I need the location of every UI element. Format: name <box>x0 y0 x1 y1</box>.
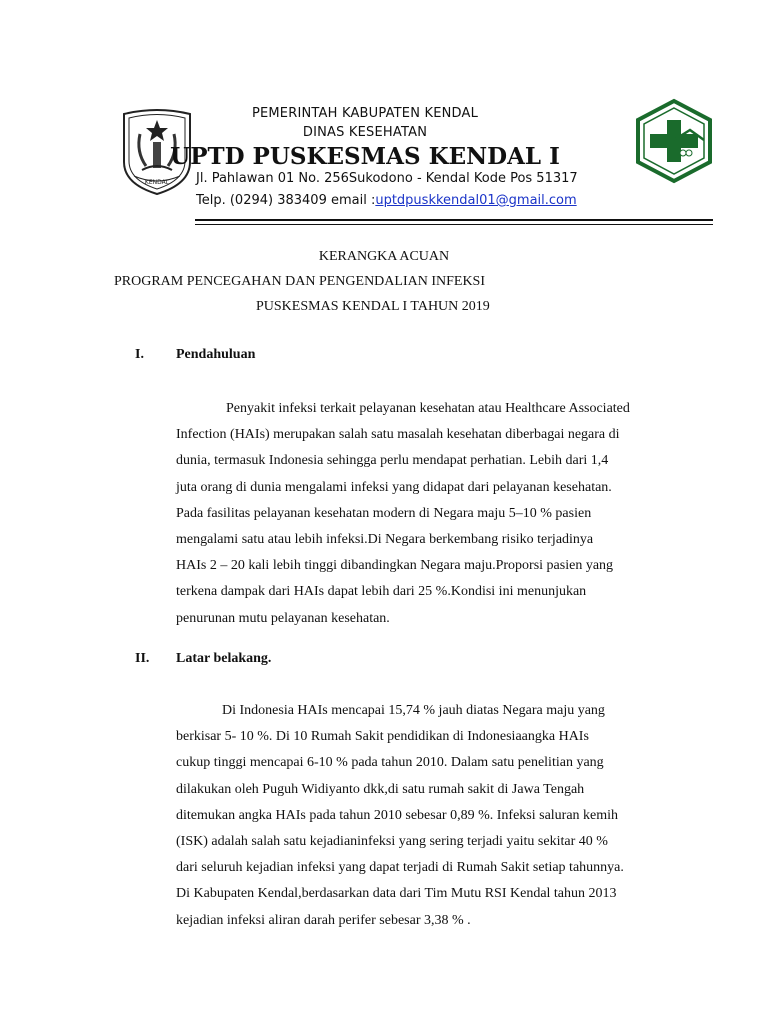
paragraph-line: dilakukan oleh Puguh Widiyanto dkk,di satu rumah sakit di Jawa Tengah <box>176 781 585 797</box>
letterhead-rule-thin <box>195 224 713 225</box>
paragraph-line: ditemukan angka HAIs pada tahun 2010 sebesar 0,89 %. Infeksi saluran kemih <box>176 807 619 823</box>
section-1-paragraph <box>176 396 676 632</box>
paragraph-line: juta orang di dunia mengalami infeksi yang didapat dari pelayanan kesehatan. <box>176 479 612 495</box>
paragraph-line: (ISK) adalah salah satu kejadianinfeksi yang sering terjadi yaitu sekitar 40 % <box>176 834 608 850</box>
paragraph-line: Infection (HAIs) merupakan salah satu masalah kesehatan diberbagai negara di <box>176 427 620 443</box>
section-2-heading: Latar belakang. <box>176 651 272 666</box>
contact-line <box>196 193 596 208</box>
paragraph-line: dunia, termasuk Indonesia sehingga perlu mendapat perhatian. Lebih dari 1,4 <box>176 453 609 469</box>
paragraph-line: kejadian infeksi aliran darah perifer sebesar 3,38 % . <box>176 912 471 928</box>
paragraph-line: cukup tinggi mencapai 6-10 % pada tahun 2010. Dalam satu penelitian yang <box>176 755 604 771</box>
program-subtitle: PUSKESMAS KENDAL I TAHUN 2019 <box>256 299 490 314</box>
section-1-number: I. <box>135 347 144 362</box>
paragraph-line: Di Kabupaten Kendal,berdasarkan data dari Tim Mutu RSI Kendal tahun 2013 <box>176 886 617 902</box>
paragraph-line: mengalami satu atau lebih infeksi.Di Negara berkembang risiko terjadinya <box>176 532 594 548</box>
paragraph-line: berkisar 5- 10 %. Di 10 Rumah Sakit pendidikan di Indonesiaangka HAIs <box>176 729 589 745</box>
paragraph-line: penurunan mutu pelayanan kesehatan. <box>176 610 390 626</box>
address-line: Jl. Pahlawan 01 No. 256Sukodono - Kendal Kode Pos 51317 <box>196 171 578 186</box>
section-2-number: II. <box>135 651 150 666</box>
paragraph-line: HAIs 2 – 20 kali lebih tinggi dibandingkan Negara maju.Proporsi pasien yang <box>176 558 614 574</box>
emblem-text: KENDAL <box>144 179 170 186</box>
organization-name: UPTD PUSKESMAS KENDAL I <box>170 143 560 170</box>
email-link[interactable]: uptdpuskkendal01@gmail.com <box>375 193 577 208</box>
section-1-heading: Pendahuluan <box>176 347 256 362</box>
phone-text: Telp. (0294) 383409 email : <box>196 193 376 208</box>
puskesmas-logo <box>634 98 714 184</box>
program-title: PROGRAM PENCEGAHAN DAN PENGENDALIAN INFEKSI <box>114 274 486 289</box>
paragraph-line: terkena dampak dari HAIs dapat lebih dari 25 %.Kondisi ini menunjukan <box>176 584 587 600</box>
section-2-paragraph <box>176 698 676 934</box>
government-name: PEMERINTAH KABUPATEN KENDAL <box>251 106 479 121</box>
paragraph-line: Di Indonesia HAIs mencapai 15,74 % jauh diatas Negara maju yang <box>222 703 605 718</box>
letterhead-rule-thick <box>195 219 713 221</box>
paragraph-line: dari seluruh kejadian infeksi yang dapat terjadi di Rumah Sakit setiap tahunnya. <box>176 860 624 876</box>
paragraph-line: Pada fasilitas pelayanan kesehatan modern di Negara maju 5–10 % pasien <box>176 505 592 521</box>
department-name: DINAS KESEHATAN <box>302 125 428 140</box>
document-title: KERANGKA ACUAN <box>318 249 450 264</box>
paragraph-line: Penyakit infeksi terkait pelayanan kesehatan atau Healthcare Associated <box>226 401 630 416</box>
